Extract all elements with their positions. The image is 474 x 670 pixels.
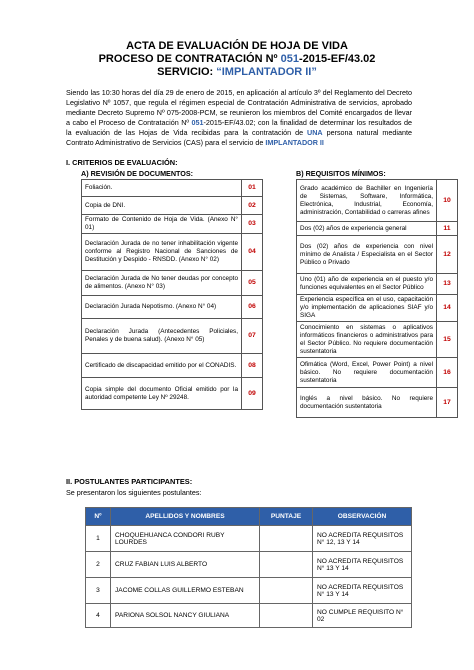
documents-table [81,179,263,410]
intro-paragraph [66,88,412,149]
req-number: 12 [437,236,458,274]
doc-row [82,180,263,197]
service-prefix: SERVICIO: [157,66,217,78]
intro-service: IMPLANTADOR II [265,138,324,148]
section2-title: II. POSTULANTES PARTICIPANTES: [66,477,193,486]
req-row [297,322,458,358]
applicant-name: CHOQUEHUANCA CONDORI RUBY LOURDES [111,526,260,552]
applicant-name: CRUZ FABIAN LUIS ALBERTO [111,552,260,578]
req-row [297,388,458,418]
doc-number: 06 [242,296,263,319]
req-description: Conocimiento en sistemas o aplicativos informáticos financieros o administrativos para el Sector Público. No requiere documentación sustentatoria [297,322,437,358]
doc-description: Certificado de discapacidad emitido por el CONADIS. [82,354,242,378]
req-row [297,295,458,322]
applicant-number: 4 [86,604,111,628]
doc-description: Declaración Jurada de no tener inhabilitación vigente conforme al Registro Nacional de Sanciones de Destitución y Despido - RNSDD. (Anexo N° 02) [82,234,242,271]
process-prefix: PROCESO DE CONTRATACIÓN Nº [98,53,281,65]
doc-description: Copia de DNI. [82,197,242,215]
intro-una: UNA [307,128,323,138]
applicant-observation: NO ACREDITA REQUISITOS N° 13 Y 14 [313,578,412,604]
intro-process-number: 051 [191,118,204,128]
reqs-title: B) REQUISITOS MÍNIMOS: [296,169,386,178]
applicant-number: 1 [86,526,111,552]
req-description: Experiencia específica en el uso, capacitación y/o implementación de aplicaciones SIAF y/o SIGA [297,295,437,322]
req-number: 10 [437,180,458,222]
applicant-observation: NO ACREDITA REQUISITOS N° 12, 13 Y 14 [313,526,412,552]
doc-row [82,197,263,215]
doc-number: 02 [242,197,263,215]
applicant-score [260,578,313,604]
doc-description: Declaración Jurada de No tener deudas por concepto de alimentos. (Anexo N° 03) [82,271,242,296]
doc-row [82,354,263,378]
req-number: 17 [437,388,458,418]
applicant-score [260,604,313,628]
req-row [297,236,458,274]
doc-description: Declaración Jurada Nepotismo. (Anexo N° 04) [82,296,242,319]
doc-number: 07 [242,319,263,354]
col-name-header: APELLIDOS Y NOMBRES [111,508,260,526]
req-description: Dos (02) años de experiencia con nivel mínimo de Analista / Especialista en el Sector Público o Privado [297,236,437,274]
applicant-name: PARIONA SOLSOL NANCY GIULIANA [111,604,260,628]
applicant-observation: NO CUMPLE REQUISITO N° 02 [313,604,412,628]
req-description: Ofimática (Word, Excel, Power Point) a nivel básico. No requiere documentación sustentatoria [297,358,437,388]
doc-row [82,296,263,319]
docs-title: A) REVISIÓN DE DOCUMENTOS: [81,169,194,178]
service-name: “IMPLANTADOR II” [216,66,317,78]
requirements-table [296,179,458,418]
doc-number: 04 [242,234,263,271]
doc-description: Declaración Jurada (Antecedentes Policiales, Penales y de buena salud). (Anexo N° 05) [82,319,242,354]
process-number: 051 [280,53,299,65]
doc-number: 01 [242,180,263,197]
applicant-name: JACOME COLLAS GUILLERMO ESTEBAN [111,578,260,604]
req-number: 14 [437,295,458,322]
doc-description: Foliación. [82,180,242,197]
req-row [297,222,458,236]
applicant-number: 2 [86,552,111,578]
doc-number: 05 [242,271,263,296]
applicant-score [260,552,313,578]
applicant-observation: NO ACREDITA REQUISITOS N° 13 Y 14 [313,552,412,578]
req-number: 11 [437,222,458,236]
doc-row [82,215,263,234]
doc-number: 03 [242,215,263,234]
req-description: Inglés a nivel básico. No requiere documentación sustentatoria [297,388,437,418]
applicant-number: 3 [86,578,111,604]
req-description: Grado académico de Bachiller en Ingeniería de Sistemas, Software, Informática, Electrónica, Industrial, Economía, administración, Contabilidad o carreras afines [297,180,437,222]
intro-text-a: Siendo las 10:30 horas del día 29 de enero de 2015, en aplicación al artículo 3º del Reglamento del Decreto Legislativo Nº 1057, que regula el régimen especial de Contratación Administrativa de servicios, aprobado mediante Decreto Supremo Nº 075-2008-PCM, se reunieron los miembros del Comité encargados de llevar a cabo el Proceso de Contratación Nº [66,88,412,128]
doc-number: 08 [242,354,263,378]
applicant-row [86,604,412,628]
doc-row [82,378,263,410]
process-title [0,53,474,66]
process-suffix: -2015-EF/43.02 [298,53,376,65]
applicant-row [86,578,412,604]
col-observation-header: OBSERVACIÓN [313,508,412,526]
applicant-row [86,552,412,578]
applicant-score [260,526,313,552]
doc-number: 09 [242,378,263,410]
doc-description: Copia simple del documento Oficial emitido por la autoridad competente Ley Nº 29248. [82,378,242,410]
doc-row [82,271,263,296]
doc-row [82,234,263,271]
document-title: ACTA DE EVALUACIÓN DE HOJA DE VIDA [126,40,348,52]
service-title [0,66,474,79]
req-number: 16 [437,358,458,388]
doc-row [82,319,263,354]
req-row [297,274,458,295]
applicants-table [85,507,412,628]
req-description: Dos (02) años de experiencia general [297,222,437,236]
req-description: Uno (01) año de experiencia en el puesto y/o funciones equivalentes en el Sector Público [297,274,437,295]
col-score-header: PUNTAJE [260,508,313,526]
applicant-row [86,526,412,552]
doc-description: Formato de Contenido de Hoja de Vida. (Anexo N° 01) [82,215,242,234]
section1-title: I. CRITERIOS DE EVALUACIÓN: [66,158,178,167]
req-number: 13 [437,274,458,295]
req-row [297,358,458,388]
col-number-header: Nº [86,508,111,526]
intro-text-b: -2015-EF/43.02; con la finalidad de determinar los resultados de la evaluación de las Hojas de Vida recibidas para la contratación de [66,118,412,138]
intro-text-c: persona natural mediante Contrato Administrativo de Servicios (CAS) para el servicio de [66,128,412,148]
applicants-header-row [86,508,412,526]
req-number: 15 [437,322,458,358]
req-row [297,180,458,222]
section2-subtitle: Se presentaron los siguientes postulantes: [66,488,202,497]
